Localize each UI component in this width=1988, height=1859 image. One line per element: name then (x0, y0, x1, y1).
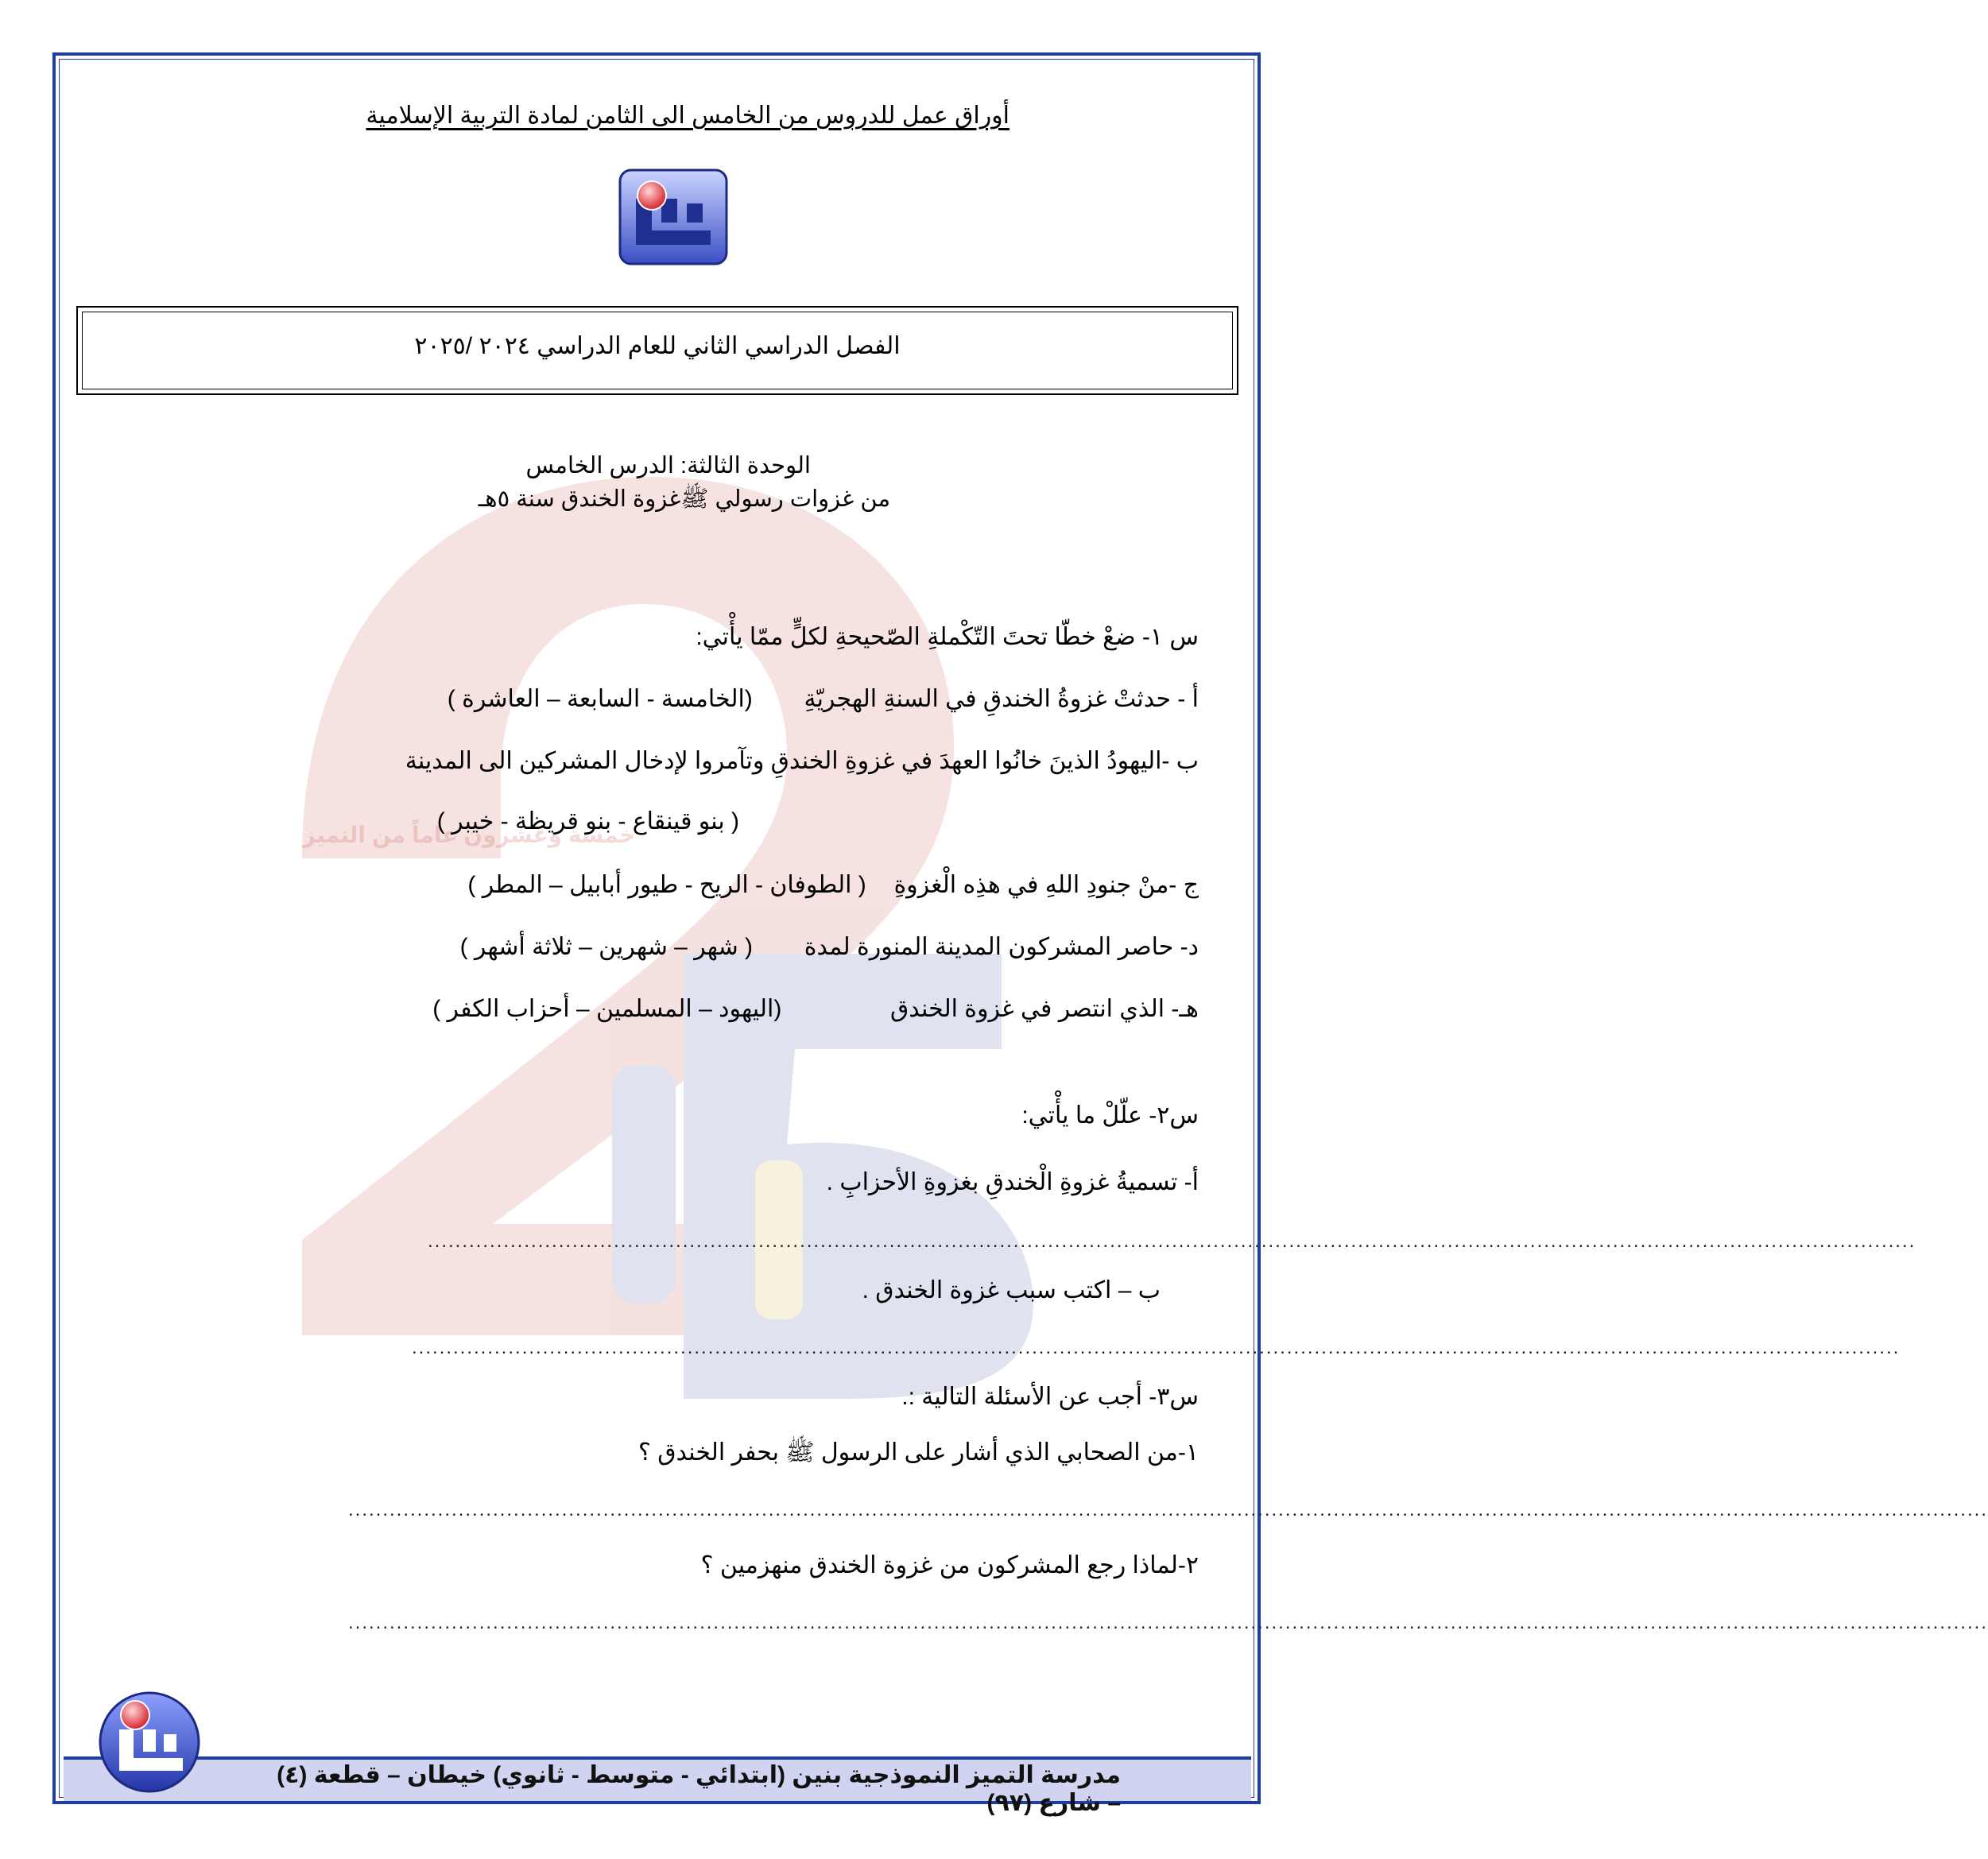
q2-b: ب – اكتب سبب غزوة الخندق . (862, 1277, 1161, 1303)
q3-question-2: ٢-لماذا رجع المشركون من غزوة الخندق منهزمين ؟ (700, 1552, 1199, 1578)
q2-b-answer-line: ........................................................................................................................................................................................................................ (412, 1337, 1901, 1358)
q1-item-b: ب -اليهودُ الذينَ خانُوا العهدَ في غزوةِ الخندقِ وتآمروا لإدخال المشركين الى المدينة (405, 748, 1199, 774)
q1-item-d (238, 931, 1199, 963)
q1-heading: س ١- ضعْ خطّا تحتَ التّكْملةِ الصّحيحةِ لكلٍّ ممّا يأْتي: (696, 624, 1199, 650)
q1-item-d-options: ( شهر – شهرين – ثلاثة أشهر ) (459, 934, 754, 960)
q1-item-e (238, 993, 1199, 1025)
q2-a-answer-line: ........................................................................................................................................................................................................................ (428, 1230, 1916, 1252)
q1-item-c (238, 869, 1199, 901)
q1-item-a-options: (الخامسة - السابعة – العاشرة ) (447, 686, 753, 712)
q1-item-e-text: هـ- الذي انتصر في غزوة الخندق (890, 996, 1199, 1022)
unit-label: الوحدة الثالثة: الدرس الخامس (525, 453, 811, 478)
school-logo-icon (617, 167, 730, 267)
q1-item-c-text: ج -منْ جنودِ اللهِ في هذِه الْغزوةِ (893, 872, 1199, 898)
q2-a: أ- تسميةُ غزوةِ الْخندقِ بغزوةِ الأحزابِ . (826, 1169, 1199, 1195)
q3-answer-line-1: .............................................................................................................................................................................................................................................. (348, 1499, 1988, 1520)
footer-school-address: مدرسة التميز النموذجية بنين (ابتدائي - متوسط - ثانوي) خيطان – قطعة (٤) – شارع (٩٧) (277, 1762, 1121, 1816)
school-logo-footer-icon (95, 1685, 203, 1793)
q1-item-d-text: د- حاصر المشركون المدينة المنورة لمدة (804, 934, 1199, 960)
page-title: أوراق عمل للدروس من الخامس الى الثامن لمادة التربية الإسلامية (366, 103, 1010, 129)
q2-heading: س٢- علّلْ ما يأْتي: (1021, 1102, 1199, 1129)
q1-item-c-options: ( الطوفان - الريح - طيور أبابيل – المطر ) (467, 872, 866, 898)
q3-question-1: ١-من الصحابي الذي أشار على الرسول ﷺ بحفر الخندق ؟ (637, 1439, 1199, 1466)
q1-item-a (238, 684, 1199, 715)
q3-answer-line-2: .............................................................................................................................................................................................................................................. (348, 1612, 1988, 1633)
watermark-text: خمسة وعشرون عاماً من التميز (302, 823, 636, 847)
anniversary-25-watermark-icon (238, 445, 1033, 1399)
q1-item-b-options: ( بنو قينقاع - بنو قريظة - خيبر ) (436, 808, 739, 835)
semester-text: الفصل الدراسي الثاني للعام الدراسي ٢٠٢٤ /٢٠٢٥ (414, 333, 901, 359)
q1-item-a-text: أ - حدثتْ غزوةُ الخندقِ في السنةِ الهجريّةِ (804, 686, 1199, 712)
lesson-topic: من غزوات رسولي ﷺغزوة الخندق سنة ٥هـ (478, 486, 890, 512)
q3-heading: س٣- أجب عن الأسئلة التالية :. (901, 1384, 1199, 1410)
q1-item-e-options: (اليهود – المسلمين – أحزاب الكفر ) (432, 996, 782, 1022)
